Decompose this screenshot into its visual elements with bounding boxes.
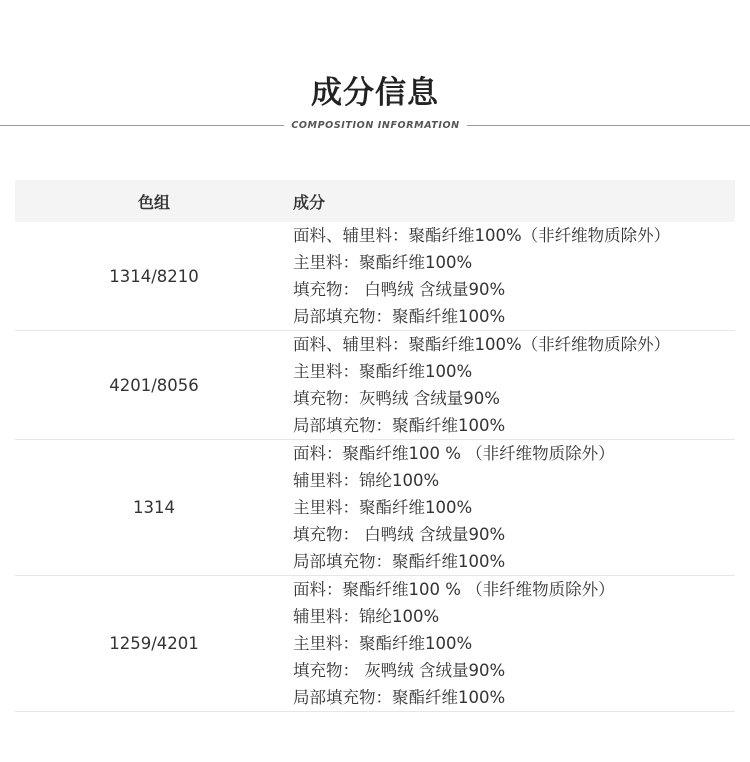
composition-line: 填充物：灰鸭绒 含绒量90%	[293, 389, 500, 408]
right-divider	[467, 125, 750, 126]
section-subtitle: COMPOSITION INFORMATION	[291, 120, 460, 131]
color-group-cell: 1314/8210	[109, 266, 199, 286]
composition-line: 填充物： 白鸭绒 含绒量90%	[293, 280, 506, 299]
composition-line: 主里料：聚酯纤维100%	[293, 253, 473, 272]
color-group-cell: 4201/8056	[109, 375, 199, 395]
composition-table	[15, 180, 735, 712]
composition-line: 局部填充物：聚酯纤维100%	[293, 552, 506, 571]
composition-line: 填充物： 白鸭绒 含绒量90%	[293, 525, 506, 544]
composition-cell	[293, 222, 670, 330]
color-group-cell: 1259/4201	[109, 634, 199, 653]
composition-line: 主里料：聚酯纤维100%	[293, 362, 473, 381]
composition-line: 辅里料：锦纶100%	[293, 607, 440, 626]
composition-line: 面料：聚酯纤维100 % （非纤维物质除外）	[293, 580, 615, 599]
composition-line: 辅里料：锦纶100%	[293, 471, 440, 490]
composition-line: 主里料：聚酯纤维100%	[293, 498, 473, 517]
composition-cell	[293, 331, 670, 439]
column-header-color-group: 色组	[137, 192, 170, 212]
section-title: 成分信息	[311, 75, 439, 111]
composition-line: 面料、辅里料：聚酯纤维100%（非纤维物质除外）	[293, 226, 671, 245]
table-row	[15, 222, 735, 331]
subtitle-row	[0, 118, 750, 134]
table-row	[15, 576, 735, 712]
composition-cell	[293, 440, 615, 575]
table-row	[15, 331, 735, 440]
column-header-composition: 成分	[293, 192, 326, 212]
composition-line: 填充物： 灰鸭绒 含绒量90%	[293, 661, 506, 680]
composition-line: 局部填充物：聚酯纤维100%	[293, 688, 506, 707]
composition-line: 面料：聚酯纤维100 % （非纤维物质除外）	[293, 444, 615, 463]
color-group-cell: 1314	[133, 498, 175, 517]
composition-line: 局部填充物：聚酯纤维100%	[293, 416, 506, 435]
composition-cell	[293, 576, 615, 711]
table-header	[15, 180, 735, 222]
composition-line: 局部填充物：聚酯纤维100%	[293, 307, 506, 326]
left-divider	[0, 125, 284, 126]
table-row	[15, 440, 735, 576]
composition-line: 面料、辅里料：聚酯纤维100%（非纤维物质除外）	[293, 335, 671, 354]
composition-line: 主里料：聚酯纤维100%	[293, 634, 473, 653]
